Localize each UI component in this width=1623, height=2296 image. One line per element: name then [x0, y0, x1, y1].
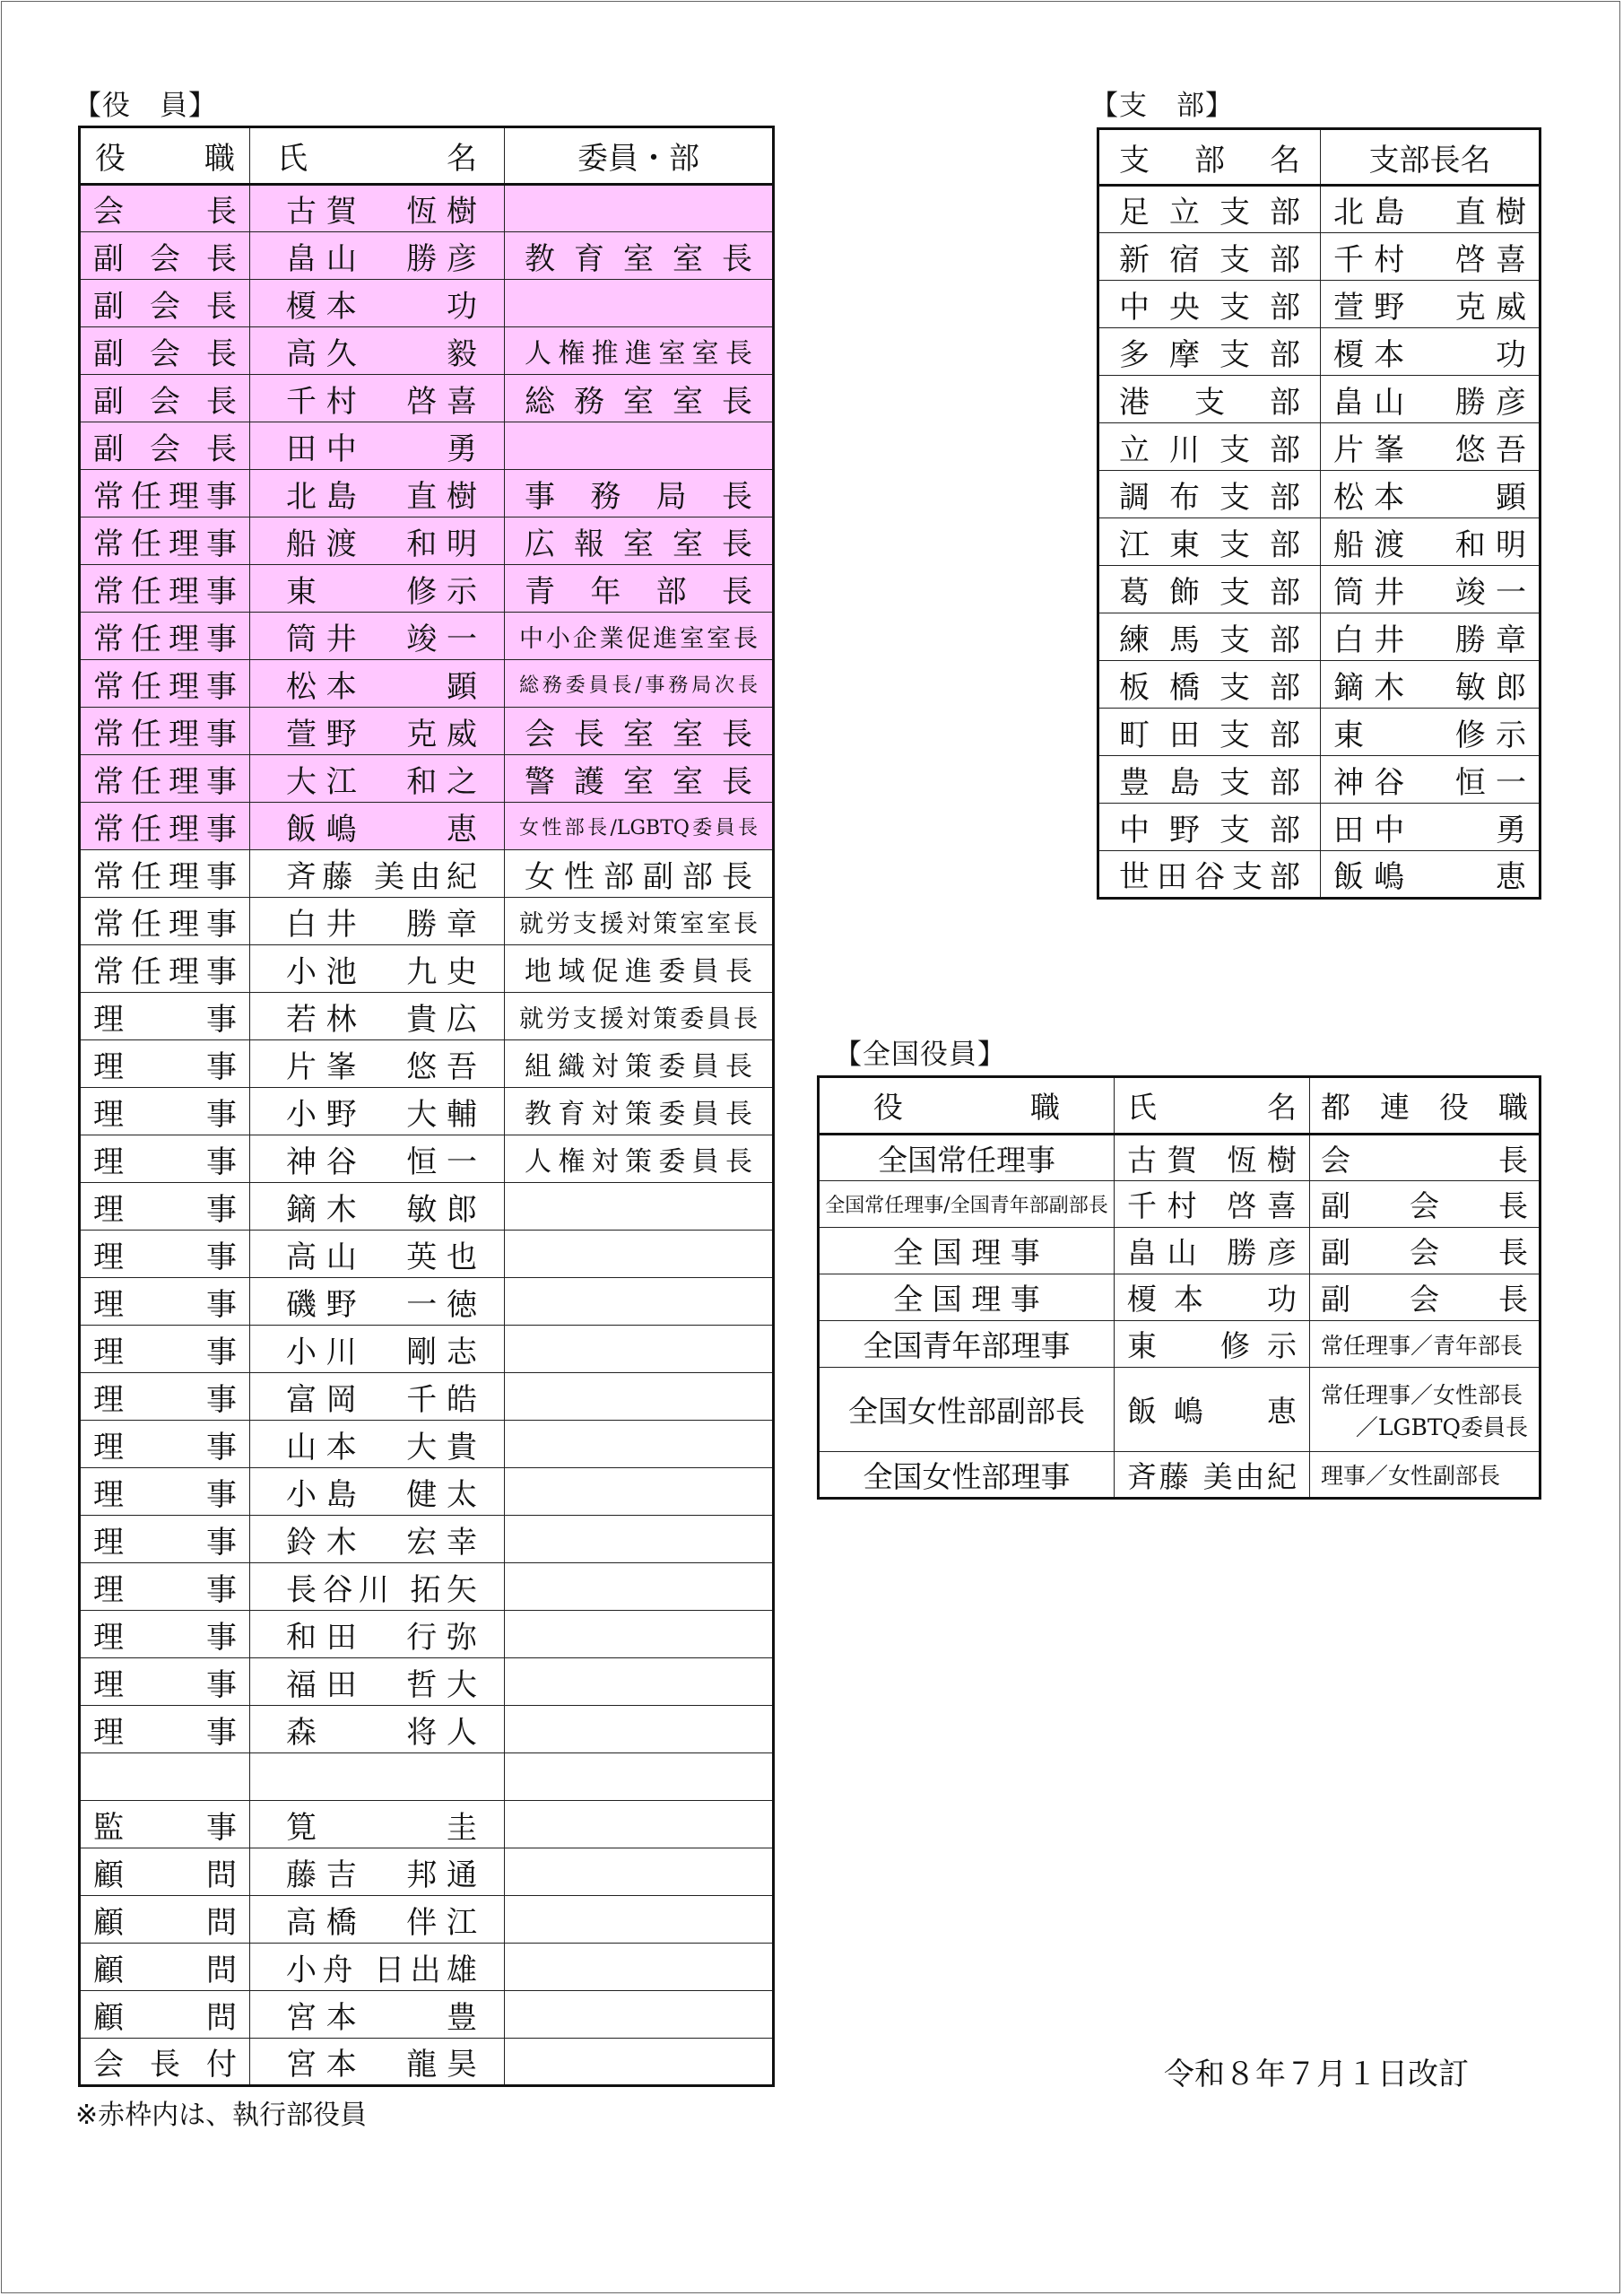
officer-row — [80, 1468, 774, 1516]
officer-name: 宮本 龍昊 — [250, 2039, 505, 2086]
officer-post — [505, 1848, 774, 1896]
branch-head: 筒井 竣一 — [1321, 566, 1541, 613]
metro-role — [1310, 1228, 1541, 1274]
metro-role-line: 会 長 — [1321, 1142, 1528, 1178]
officer-post: 人権推進室室長 — [505, 327, 774, 375]
national-row — [819, 1228, 1541, 1274]
officer-name: 畠山 勝彦 — [250, 232, 505, 280]
officer-role: 常任理事 — [80, 898, 250, 945]
officer-row — [80, 1944, 774, 1991]
national-row — [819, 1452, 1541, 1499]
officer-role: 常任理事 — [80, 755, 250, 803]
officer-role: 常任理事 — [80, 708, 250, 755]
officer-role: 常任理事 — [80, 517, 250, 565]
officer-role: 理 事 — [80, 993, 250, 1040]
officer-post — [505, 1801, 774, 1848]
officer-row — [80, 2039, 774, 2086]
officer-role: 理 事 — [80, 1183, 250, 1231]
national-header-row — [819, 1077, 1541, 1135]
officer-post — [505, 280, 774, 327]
branch-row — [1098, 328, 1541, 376]
national-name: 千村 啓喜 — [1115, 1181, 1310, 1228]
officer-name: 鈴木 宏幸 — [250, 1516, 505, 1563]
officer-row — [80, 1991, 774, 2039]
branch-head: 船渡 和明 — [1321, 518, 1541, 566]
national-row — [819, 1135, 1541, 1181]
branch-name: 江東支部 — [1098, 518, 1321, 566]
officer-post: 警護室室長 — [505, 755, 774, 803]
officer-name: 東 修示 — [250, 565, 505, 613]
branches-header-row — [1098, 129, 1541, 186]
officer-name: 高橋 伴江 — [250, 1896, 505, 1944]
officer-row — [80, 517, 774, 565]
officer-role: 会 長 — [80, 185, 250, 232]
branch-row — [1098, 281, 1541, 328]
branch-name: 中央支部 — [1098, 281, 1321, 328]
branch-name: 立川支部 — [1098, 423, 1321, 471]
officer-name: 藤吉 邦通 — [250, 1848, 505, 1896]
header-national-role: 役 職 — [819, 1077, 1115, 1135]
officer-row — [80, 185, 774, 232]
officer-row — [80, 1848, 774, 1896]
officer-role: 理 事 — [80, 1706, 250, 1753]
branch-row — [1098, 756, 1541, 804]
officer-post — [505, 422, 774, 470]
national-name: 古賀 恆樹 — [1115, 1135, 1310, 1181]
officer-post — [505, 1421, 774, 1468]
officer-row — [80, 422, 774, 470]
officer-role: 理 事 — [80, 1421, 250, 1468]
metro-role — [1310, 1135, 1541, 1181]
officer-role: 常任理事 — [80, 945, 250, 993]
officer-post: 中小企業促進室室長 — [505, 613, 774, 660]
officer-role: 理 事 — [80, 1278, 250, 1326]
officer-name: 鏑木 敏郎 — [250, 1183, 505, 1231]
officer-post: 広報室室長 — [505, 517, 774, 565]
officer-post — [505, 1326, 774, 1373]
officer-post — [505, 1991, 774, 2039]
metro-role-line: 理事／女性副部長 — [1321, 1463, 1501, 1489]
officer-name: 神谷 恒一 — [250, 1135, 505, 1183]
officer-role: 理 事 — [80, 1231, 250, 1278]
branch-row — [1098, 851, 1541, 899]
header-national-name: 氏 名 — [1115, 1077, 1310, 1135]
branch-row — [1098, 804, 1541, 851]
officer-row — [80, 1421, 774, 1468]
officer-post — [505, 1231, 774, 1278]
officer-role: 常任理事 — [80, 850, 250, 898]
officer-post — [505, 1183, 774, 1231]
officer-row — [80, 327, 774, 375]
officer-post: 会長室室長 — [505, 708, 774, 755]
officer-role: 副会長 — [80, 232, 250, 280]
national-role: 全国青年部理事 — [819, 1321, 1115, 1368]
branch-head: 白井 勝章 — [1321, 613, 1541, 661]
branch-head: 榎本 功 — [1321, 328, 1541, 376]
officer-role: 理 事 — [80, 1516, 250, 1563]
officer-row — [80, 613, 774, 660]
officer-post: 就労支援対策委員長 — [505, 993, 774, 1040]
national-name: 斉藤 美由紀 — [1115, 1452, 1310, 1499]
officer-name: 筧 圭 — [250, 1801, 505, 1848]
branch-head: 畠山 勝彦 — [1321, 376, 1541, 423]
officer-row — [80, 1658, 774, 1706]
officer-role: 常任理事 — [80, 613, 250, 660]
officer-post: 女性部長/LGBTQ委員長 — [505, 803, 774, 850]
officer-row — [80, 1183, 774, 1231]
metro-role-line: 常任理事／女性部長 — [1321, 1381, 1523, 1408]
branch-head: 東 修示 — [1321, 709, 1541, 756]
officer-name: 片峯 悠吾 — [250, 1040, 505, 1088]
officer-row — [80, 232, 774, 280]
officer-row — [80, 755, 774, 803]
officer-role: 理 事 — [80, 1611, 250, 1658]
officer-name: 榎本 功 — [250, 280, 505, 327]
officer-post: 事務局長 — [505, 470, 774, 517]
branch-name: 葛飾支部 — [1098, 566, 1321, 613]
officer-post — [505, 1516, 774, 1563]
branches-heading: 【支 部】 — [1090, 90, 1234, 122]
metro-role — [1310, 1274, 1541, 1321]
officer-post — [505, 1658, 774, 1706]
metro-role-line: 副会長 — [1321, 1235, 1528, 1270]
officer-role: 顧 問 — [80, 1896, 250, 1944]
officers-table — [78, 126, 775, 2087]
officer-role: 常任理事 — [80, 470, 250, 517]
officers-header-row — [80, 127, 774, 185]
officer-name: 船渡 和明 — [250, 517, 505, 565]
officer-name: 磯野 一徳 — [250, 1278, 505, 1326]
officer-name: 若林 貴広 — [250, 993, 505, 1040]
national-heading: 【全国役員】 — [834, 1039, 1006, 1071]
officer-row — [80, 708, 774, 755]
officer-name: 北島 直樹 — [250, 470, 505, 517]
national-name: 榎本 功 — [1115, 1274, 1310, 1321]
branch-head: 鏑木 敏郎 — [1321, 661, 1541, 709]
officer-name: 小島 健太 — [250, 1468, 505, 1516]
officer-name: 長谷川 拓矢 — [250, 1563, 505, 1611]
national-row — [819, 1368, 1541, 1452]
branch-head: 片峯 悠吾 — [1321, 423, 1541, 471]
officer-name: 富岡 千皓 — [250, 1373, 505, 1421]
officer-row — [80, 1088, 774, 1135]
branch-head: 神谷 恒一 — [1321, 756, 1541, 804]
officer-row — [80, 280, 774, 327]
officer-row — [80, 993, 774, 1040]
national-role: 全国女性部副部長 — [819, 1368, 1115, 1452]
officer-post — [505, 1896, 774, 1944]
officer-row — [80, 1135, 774, 1183]
officer-row — [80, 1373, 774, 1421]
header-branch: 支部名 — [1098, 129, 1321, 186]
officer-role: 顧 問 — [80, 1991, 250, 2039]
officer-name: 白井 勝章 — [250, 898, 505, 945]
officer-name: 和田 行弥 — [250, 1611, 505, 1658]
officer-role: 副会長 — [80, 280, 250, 327]
officer-role: 副会長 — [80, 327, 250, 375]
officer-post — [505, 1373, 774, 1421]
officer-name: 福田 哲大 — [250, 1658, 505, 1706]
officer-row — [80, 1040, 774, 1088]
officer-post — [505, 1278, 774, 1326]
footnote: ※赤枠内は、執行部役員 — [75, 2100, 368, 2131]
officer-name: 飯嶋 恵 — [250, 803, 505, 850]
officer-name: 斉藤 美由紀 — [250, 850, 505, 898]
officer-role: 監 事 — [80, 1801, 250, 1848]
officer-role: 常任理事 — [80, 803, 250, 850]
officer-role: 副会長 — [80, 375, 250, 422]
officer-row — [80, 1611, 774, 1658]
metro-role-line: 副会長 — [1321, 1282, 1528, 1317]
branch-row — [1098, 709, 1541, 756]
officer-name: 小舟 日出雄 — [250, 1944, 505, 1991]
branch-name: 調布支部 — [1098, 471, 1321, 518]
metro-role — [1310, 1321, 1541, 1368]
officer-post — [505, 1611, 774, 1658]
officer-row — [80, 660, 774, 708]
branch-head: 萱野 克威 — [1321, 281, 1541, 328]
officer-role: 理 事 — [80, 1088, 250, 1135]
officer-name: 松本 顕 — [250, 660, 505, 708]
officer-role: 常任理事 — [80, 565, 250, 613]
officer-row — [80, 1706, 774, 1753]
officer-row — [80, 1753, 774, 1801]
national-name: 飯嶋 恵 — [1115, 1368, 1310, 1452]
officer-name: 小池 九史 — [250, 945, 505, 993]
branch-row — [1098, 566, 1541, 613]
branch-head: 松本 顕 — [1321, 471, 1541, 518]
national-name: 東 修示 — [1115, 1321, 1310, 1368]
officer-row — [80, 1231, 774, 1278]
branch-name: 新宿支部 — [1098, 233, 1321, 281]
officer-post: 女性部副部長 — [505, 850, 774, 898]
officer-name: 森 将人 — [250, 1706, 505, 1753]
officer-post — [505, 1563, 774, 1611]
officer-row — [80, 1801, 774, 1848]
metro-role-line2: ／LGBTQ委員長 — [1355, 1413, 1528, 1440]
officer-post: 総務委員長/事務局次長 — [505, 660, 774, 708]
national-table — [817, 1075, 1541, 1500]
officer-role: 理 事 — [80, 1326, 250, 1373]
national-role: 全国常任理事 — [819, 1135, 1115, 1181]
officer-post: 組織対策委員長 — [505, 1040, 774, 1088]
officer-role: 理 事 — [80, 1135, 250, 1183]
header-post: 委員・部 — [505, 127, 774, 185]
officer-post: 就労支援対策室室長 — [505, 898, 774, 945]
officer-row — [80, 1326, 774, 1373]
branch-name: 豊島支部 — [1098, 756, 1321, 804]
officer-name: 山本 大貴 — [250, 1421, 505, 1468]
officer-name — [250, 1753, 505, 1801]
officer-post: 総務室室長 — [505, 375, 774, 422]
officer-role: 顧 問 — [80, 1848, 250, 1896]
national-name: 畠山 勝彦 — [1115, 1228, 1310, 1274]
officer-row — [80, 898, 774, 945]
officer-row — [80, 850, 774, 898]
officer-name: 宮本 豊 — [250, 1991, 505, 2039]
branch-name: 多摩支部 — [1098, 328, 1321, 376]
branch-head: 田中 勇 — [1321, 804, 1541, 851]
officer-role: 顧 問 — [80, 1944, 250, 1991]
branch-name: 港 支 部 — [1098, 376, 1321, 423]
national-row — [819, 1321, 1541, 1368]
branch-row — [1098, 518, 1541, 566]
officer-role: 理 事 — [80, 1658, 250, 1706]
officer-post: 地域促進委員長 — [505, 945, 774, 993]
branch-name: 板橋支部 — [1098, 661, 1321, 709]
national-role: 全 国 理 事 — [819, 1274, 1115, 1321]
officer-post: 人権対策委員長 — [505, 1135, 774, 1183]
officer-post — [505, 2039, 774, 2086]
officer-row — [80, 1896, 774, 1944]
officer-post — [505, 1468, 774, 1516]
officer-row — [80, 1278, 774, 1326]
branch-row — [1098, 613, 1541, 661]
national-role: 全国女性部理事 — [819, 1452, 1115, 1499]
branch-row — [1098, 233, 1541, 281]
branch-row — [1098, 423, 1541, 471]
national-row — [819, 1181, 1541, 1228]
header-metro-role: 都連役職 — [1310, 1077, 1541, 1135]
officer-name: 筒井 竣一 — [250, 613, 505, 660]
branch-name: 足立支部 — [1098, 186, 1321, 233]
officer-row — [80, 1516, 774, 1563]
branch-head: 北島 直樹 — [1321, 186, 1541, 233]
metro-role — [1310, 1181, 1541, 1228]
national-role: 全国常任理事/全国青年部副部長 — [819, 1181, 1115, 1228]
branch-row — [1098, 471, 1541, 518]
officer-row — [80, 803, 774, 850]
header-role: 役 職 — [80, 127, 250, 185]
officer-name: 田中 勇 — [250, 422, 505, 470]
national-role: 全 国 理 事 — [819, 1228, 1115, 1274]
officer-role: 理 事 — [80, 1040, 250, 1088]
officers-heading: 【役 員】 — [74, 90, 217, 122]
officer-role: 理 事 — [80, 1373, 250, 1421]
officer-row — [80, 470, 774, 517]
branch-name: 練馬支部 — [1098, 613, 1321, 661]
branch-head: 千村 啓喜 — [1321, 233, 1541, 281]
metro-role — [1310, 1368, 1541, 1452]
officer-post — [505, 1706, 774, 1753]
branches-table — [1097, 127, 1541, 900]
header-branch-head: 支部長名 — [1321, 129, 1541, 186]
officer-role: 会長付 — [80, 2039, 250, 2086]
branch-name: 世田谷支部 — [1098, 851, 1321, 899]
branch-row — [1098, 186, 1541, 233]
officer-post — [505, 185, 774, 232]
revision-date: 令和８年７月１日改訂 — [1164, 2057, 1469, 2092]
officer-name: 小野 大輔 — [250, 1088, 505, 1135]
branch-name: 中野支部 — [1098, 804, 1321, 851]
officer-post: 教育対策委員長 — [505, 1088, 774, 1135]
officer-row — [80, 565, 774, 613]
branch-name: 町田支部 — [1098, 709, 1321, 756]
officer-row — [80, 945, 774, 993]
officer-role: 理 事 — [80, 1468, 250, 1516]
national-row — [819, 1274, 1541, 1321]
officer-role: 理 事 — [80, 1563, 250, 1611]
officer-name: 千村 啓喜 — [250, 375, 505, 422]
metro-role-line: 常任理事／青年部長 — [1321, 1332, 1523, 1359]
header-name: 氏 名 — [250, 127, 505, 185]
branch-head: 飯嶋 恵 — [1321, 851, 1541, 899]
officer-role — [80, 1753, 250, 1801]
officer-role: 常任理事 — [80, 660, 250, 708]
officer-role: 副会長 — [80, 422, 250, 470]
branch-row — [1098, 376, 1541, 423]
officer-post: 教育室室長 — [505, 232, 774, 280]
officer-post — [505, 1944, 774, 1991]
officer-post — [505, 1753, 774, 1801]
officer-name: 古賀 恆樹 — [250, 185, 505, 232]
branch-row — [1098, 661, 1541, 709]
officer-name: 小川 剛志 — [250, 1326, 505, 1373]
officer-name: 大江 和之 — [250, 755, 505, 803]
officer-name: 高久 毅 — [250, 327, 505, 375]
officer-name: 高山 英也 — [250, 1231, 505, 1278]
officer-name: 萱野 克威 — [250, 708, 505, 755]
officer-row — [80, 1563, 774, 1611]
officer-post: 青年部長 — [505, 565, 774, 613]
metro-role-line: 副会長 — [1321, 1188, 1528, 1223]
officer-row — [80, 375, 774, 422]
metro-role — [1310, 1452, 1541, 1499]
